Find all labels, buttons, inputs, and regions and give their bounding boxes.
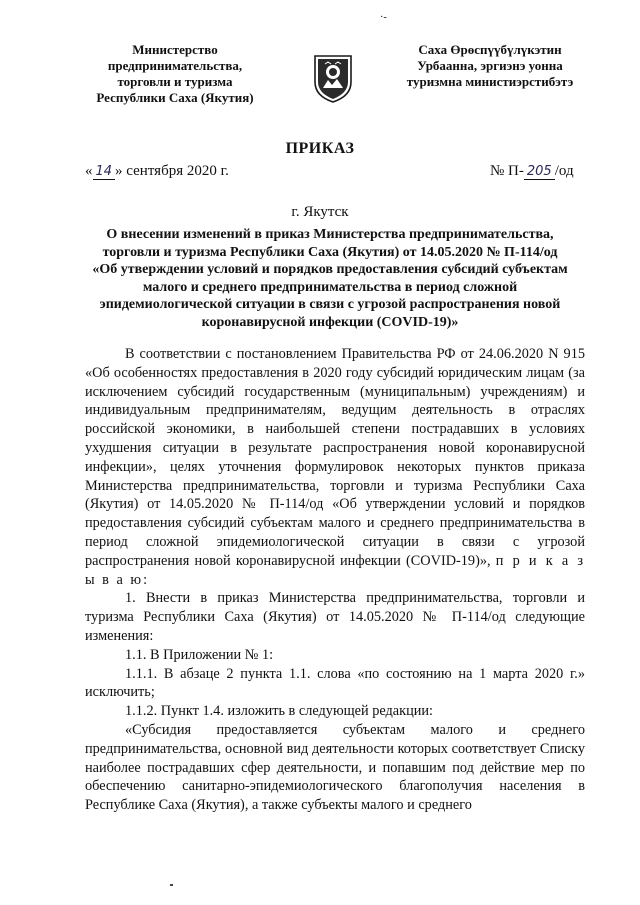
order-number-prefix: № П-: [490, 163, 524, 179]
order-number: [490, 163, 574, 180]
order-number-suffix: /од: [554, 163, 574, 179]
ministry-line: торговли и туризма: [117, 74, 233, 89]
document-title: ПРИКАЗ: [285, 140, 355, 157]
date-month-year: сентября 2020 г.: [126, 163, 229, 179]
body-paragraph-1: 1. Внести в приказ Министерства предпринимательства, торговли и туризма Республики Саха (Якутия) от 14.05.2020 № П-114/од следующие изменения:: [85, 590, 585, 644]
ministry-line: предпринимательства,: [107, 58, 243, 73]
body-paragraph-1-1-2: 1.1.2. Пункт 1.4. изложить в следующей редакции:: [125, 703, 434, 720]
body-paragraph-1-1-1: 1.1.1. В абзаце 2 пункта 1.1. слова «по состоянию на 1 марта 2020 г.» исключить;: [85, 665, 585, 701]
order-body: [85, 345, 585, 815]
city: г. Якутск: [291, 204, 349, 220]
date-open-quote: «: [85, 163, 93, 179]
scan-speck: [170, 884, 173, 886]
ministry-name-sakha: [385, 42, 595, 90]
order-number-handwritten: 205: [524, 164, 555, 180]
intro-text: В соответствии с постановлением Правительства РФ от 24.06.2020 N 915 «Об особенностях предоставления в 2020 году субсидий юридическим лицам (за исключением субсидий государственным (муниципальным) учреждениям) и индивидуальным предпринимателям, ведущим деятельность в отраслях российской экономики, в наибольшей степени пострадавших в условиях ухудшения ситуации в результате распространения новой коронавирусной инфекции», целях уточнения формулировок некоторых пунктов приказа Министерства предпринимательства, торговли и туризма Республики Саха (Якутия) от 14.05.2020 № П-114/од «Об утверждении условий и порядков предоставления субсидий субъектам малого и среднего предпринимательства в период сложной эпидемиологической ситуации в связи с угрозой распространения новой коронавирусной инфекции (COVID-19)»,: [85, 346, 585, 569]
ministry-line-sakha: Урбаанна, эргиэнэ уонна: [417, 58, 563, 73]
order-word: п р и к а з ы в а ю:: [85, 552, 585, 588]
ministry-line-sakha: Саха Өрөспүүбүлүкэтин: [418, 42, 562, 57]
coat-of-arms-emblem-icon: [311, 52, 355, 104]
body-paragraph-intro: [85, 345, 585, 589]
ministry-line-sakha: туризмна министиэрстибэтэ: [406, 74, 574, 89]
ministry-name-russian: [70, 42, 280, 106]
ministry-line: Республики Саха (Якутия): [96, 90, 254, 105]
scan-mark: ·-: [380, 12, 387, 23]
body-paragraph-1-1: 1.1. В Приложении № 1:: [125, 646, 274, 663]
date-day-handwritten: 14: [93, 164, 116, 180]
order-date: [85, 163, 229, 180]
date-close-quote: »: [115, 163, 123, 179]
ministry-line: Министерство: [132, 42, 218, 57]
body-paragraph-quote: «Субсидия предоставляется субъектам малого и среднего предпринимательства, основной вид деятельности которых соответствует Списку наиболее пострадавших сфер деятельности, и попавшим под действие мер по обеспечению санитарно-эпидемиологического благополучия населения в Республике Саха (Якутия), а также субъекты малого и среднего: [85, 721, 585, 814]
order-subject: О внесении изменений в приказ Министерства предпринимательства, торговли и туризма Республики Саха (Якутия) от 14.05.2020 № П-114/од «Об утверждении условий и порядков предоставления субсидий субъектам малого и среднего предпринимательства в период сложной эпидемиологической ситуации в связи с угрозой распространения новой коронавирусной инфекции (COVID-19)»: [92, 227, 568, 330]
